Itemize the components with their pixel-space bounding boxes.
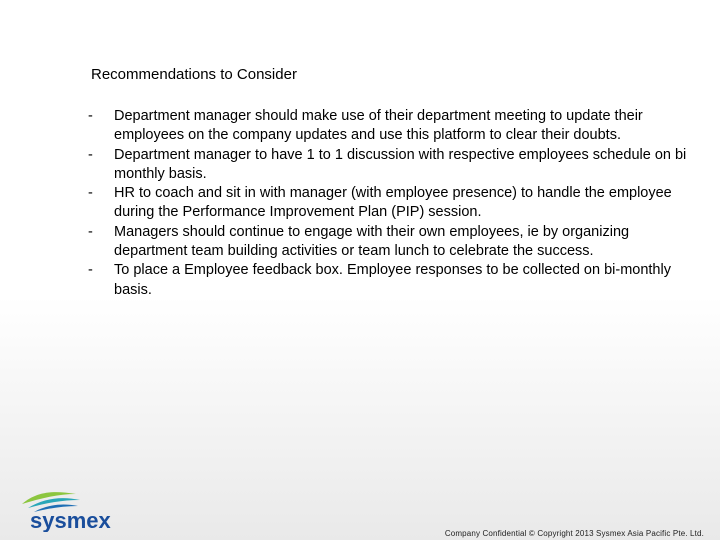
bullet-marker: - (88, 262, 93, 279)
bullet-text: Department manager should make use of their department meeting to update their employees on the company updates and use this platform to clear their doubts. (114, 108, 643, 144)
sysmex-logo (18, 486, 120, 532)
bullet-marker: - (88, 223, 93, 240)
bullet-marker: - (88, 185, 93, 202)
list-item (88, 261, 688, 300)
list-item (88, 184, 688, 223)
list-item (88, 146, 688, 185)
footer-copyright: Company Confidential © Copyright 2013 Sysmex Asia Pacific Pte. Ltd. (444, 529, 704, 538)
list-item (88, 223, 688, 262)
bullet-text: To place a Employee feedback box. Employee responses to be collected on bi-monthly basis. (114, 262, 671, 298)
bullet-text: Managers should continue to engage with their own employees, ie by organizing department team building activities or team lunch to celebrate the success. (114, 223, 630, 260)
sysmex-logo-mark (18, 486, 120, 532)
bullet-marker: - (88, 146, 93, 163)
bullet-marker: - (88, 108, 93, 124)
recommendation-list (88, 107, 688, 300)
bullet-text: HR to coach and sit in with manager (with employee presence) to handle the employee during the Performance Improvement Plan (PIP) session. (114, 185, 672, 221)
slide-title: Recommendations to Consider (91, 66, 297, 83)
bullet-text: Department manager to have 1 to 1 discussion with respective employees schedule on bi monthly basis. (114, 146, 687, 182)
logo-wordmark: sysmex (30, 508, 111, 532)
list-item (88, 107, 688, 146)
